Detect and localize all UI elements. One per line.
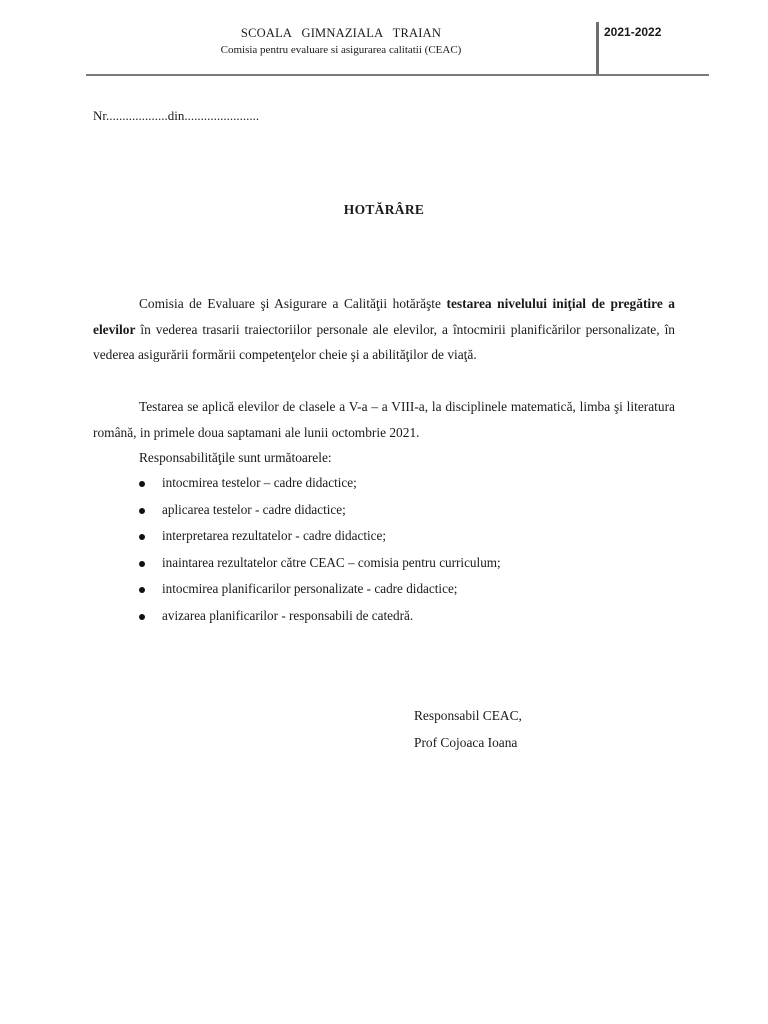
school-name-word: GIMNAZIALA <box>301 26 384 40</box>
paragraph-emphasis: testarea nivelului iniţial de pregătire a elevilor <box>93 296 675 337</box>
school-name <box>86 26 596 41</box>
bullet-icon <box>139 614 145 620</box>
list-item <box>93 497 675 524</box>
list-item-text: inaintarea rezultatelor către CEAC – comisia pentru curriculum; <box>162 554 501 570</box>
responsibilities-list <box>93 470 675 630</box>
school-year: 2021-2022 <box>604 25 662 39</box>
header-vertical-divider <box>596 22 599 74</box>
list-item <box>93 576 675 603</box>
decision-paragraph <box>93 291 675 368</box>
signature-name: Prof Cojoaca Ioana <box>414 735 518 750</box>
bullet-icon <box>139 481 145 487</box>
list-item <box>93 550 675 577</box>
commission-name: Comisia pentru evaluare si asigurarea calitatii (CEAC) <box>220 44 462 56</box>
list-item-text: interpretarea rezultatelor - cadre didactice; <box>162 528 387 544</box>
paragraph-rest: în vederea trasarii traiectoriilor personale ale elevilor, a întocmirii planificărilor personalizate, în vederea asigurării formării competenţelor cheie şi a abilităţilor de viaţă. <box>93 321 675 363</box>
list-item <box>93 523 675 550</box>
paragraph-intro: Comisia de Evaluare şi Asigurare a Calităţii hotărăşte <box>139 296 447 311</box>
school-name-word: SCOALA <box>240 26 293 40</box>
bullet-icon <box>139 561 145 567</box>
list-item <box>93 470 675 497</box>
school-name-word: TRAIAN <box>392 26 442 40</box>
list-item-text: intocmirea planificarilor personalizate - cadre didactice; <box>162 581 458 597</box>
testing-paragraph: Testarea se aplică elevilor de clasele a V-a – a VIII-a, la disciplinele matematică, limba şi literatura română, in primele doua saptamani ale lunii octombrie 2021. <box>93 399 675 440</box>
list-item <box>93 603 675 630</box>
bullet-icon <box>139 508 145 514</box>
responsibilities-intro: Responsabilităţile sunt următoarele: <box>139 450 332 465</box>
reference-number: Nr...................din....................... <box>93 108 260 123</box>
header-horizontal-divider <box>86 74 709 76</box>
list-item-text: intocmirea testelor – cadre didactice; <box>162 475 357 490</box>
list-item-text: avizarea planificarilor - responsabili de catedră. <box>162 607 414 623</box>
bullet-icon <box>139 587 145 593</box>
document-title: HOTĂRÂRE <box>343 202 425 217</box>
signature-role: Responsabil CEAC, <box>414 708 522 723</box>
list-item-text: aplicarea testelor - cadre didactice; <box>162 501 346 517</box>
bullet-icon <box>139 534 145 540</box>
